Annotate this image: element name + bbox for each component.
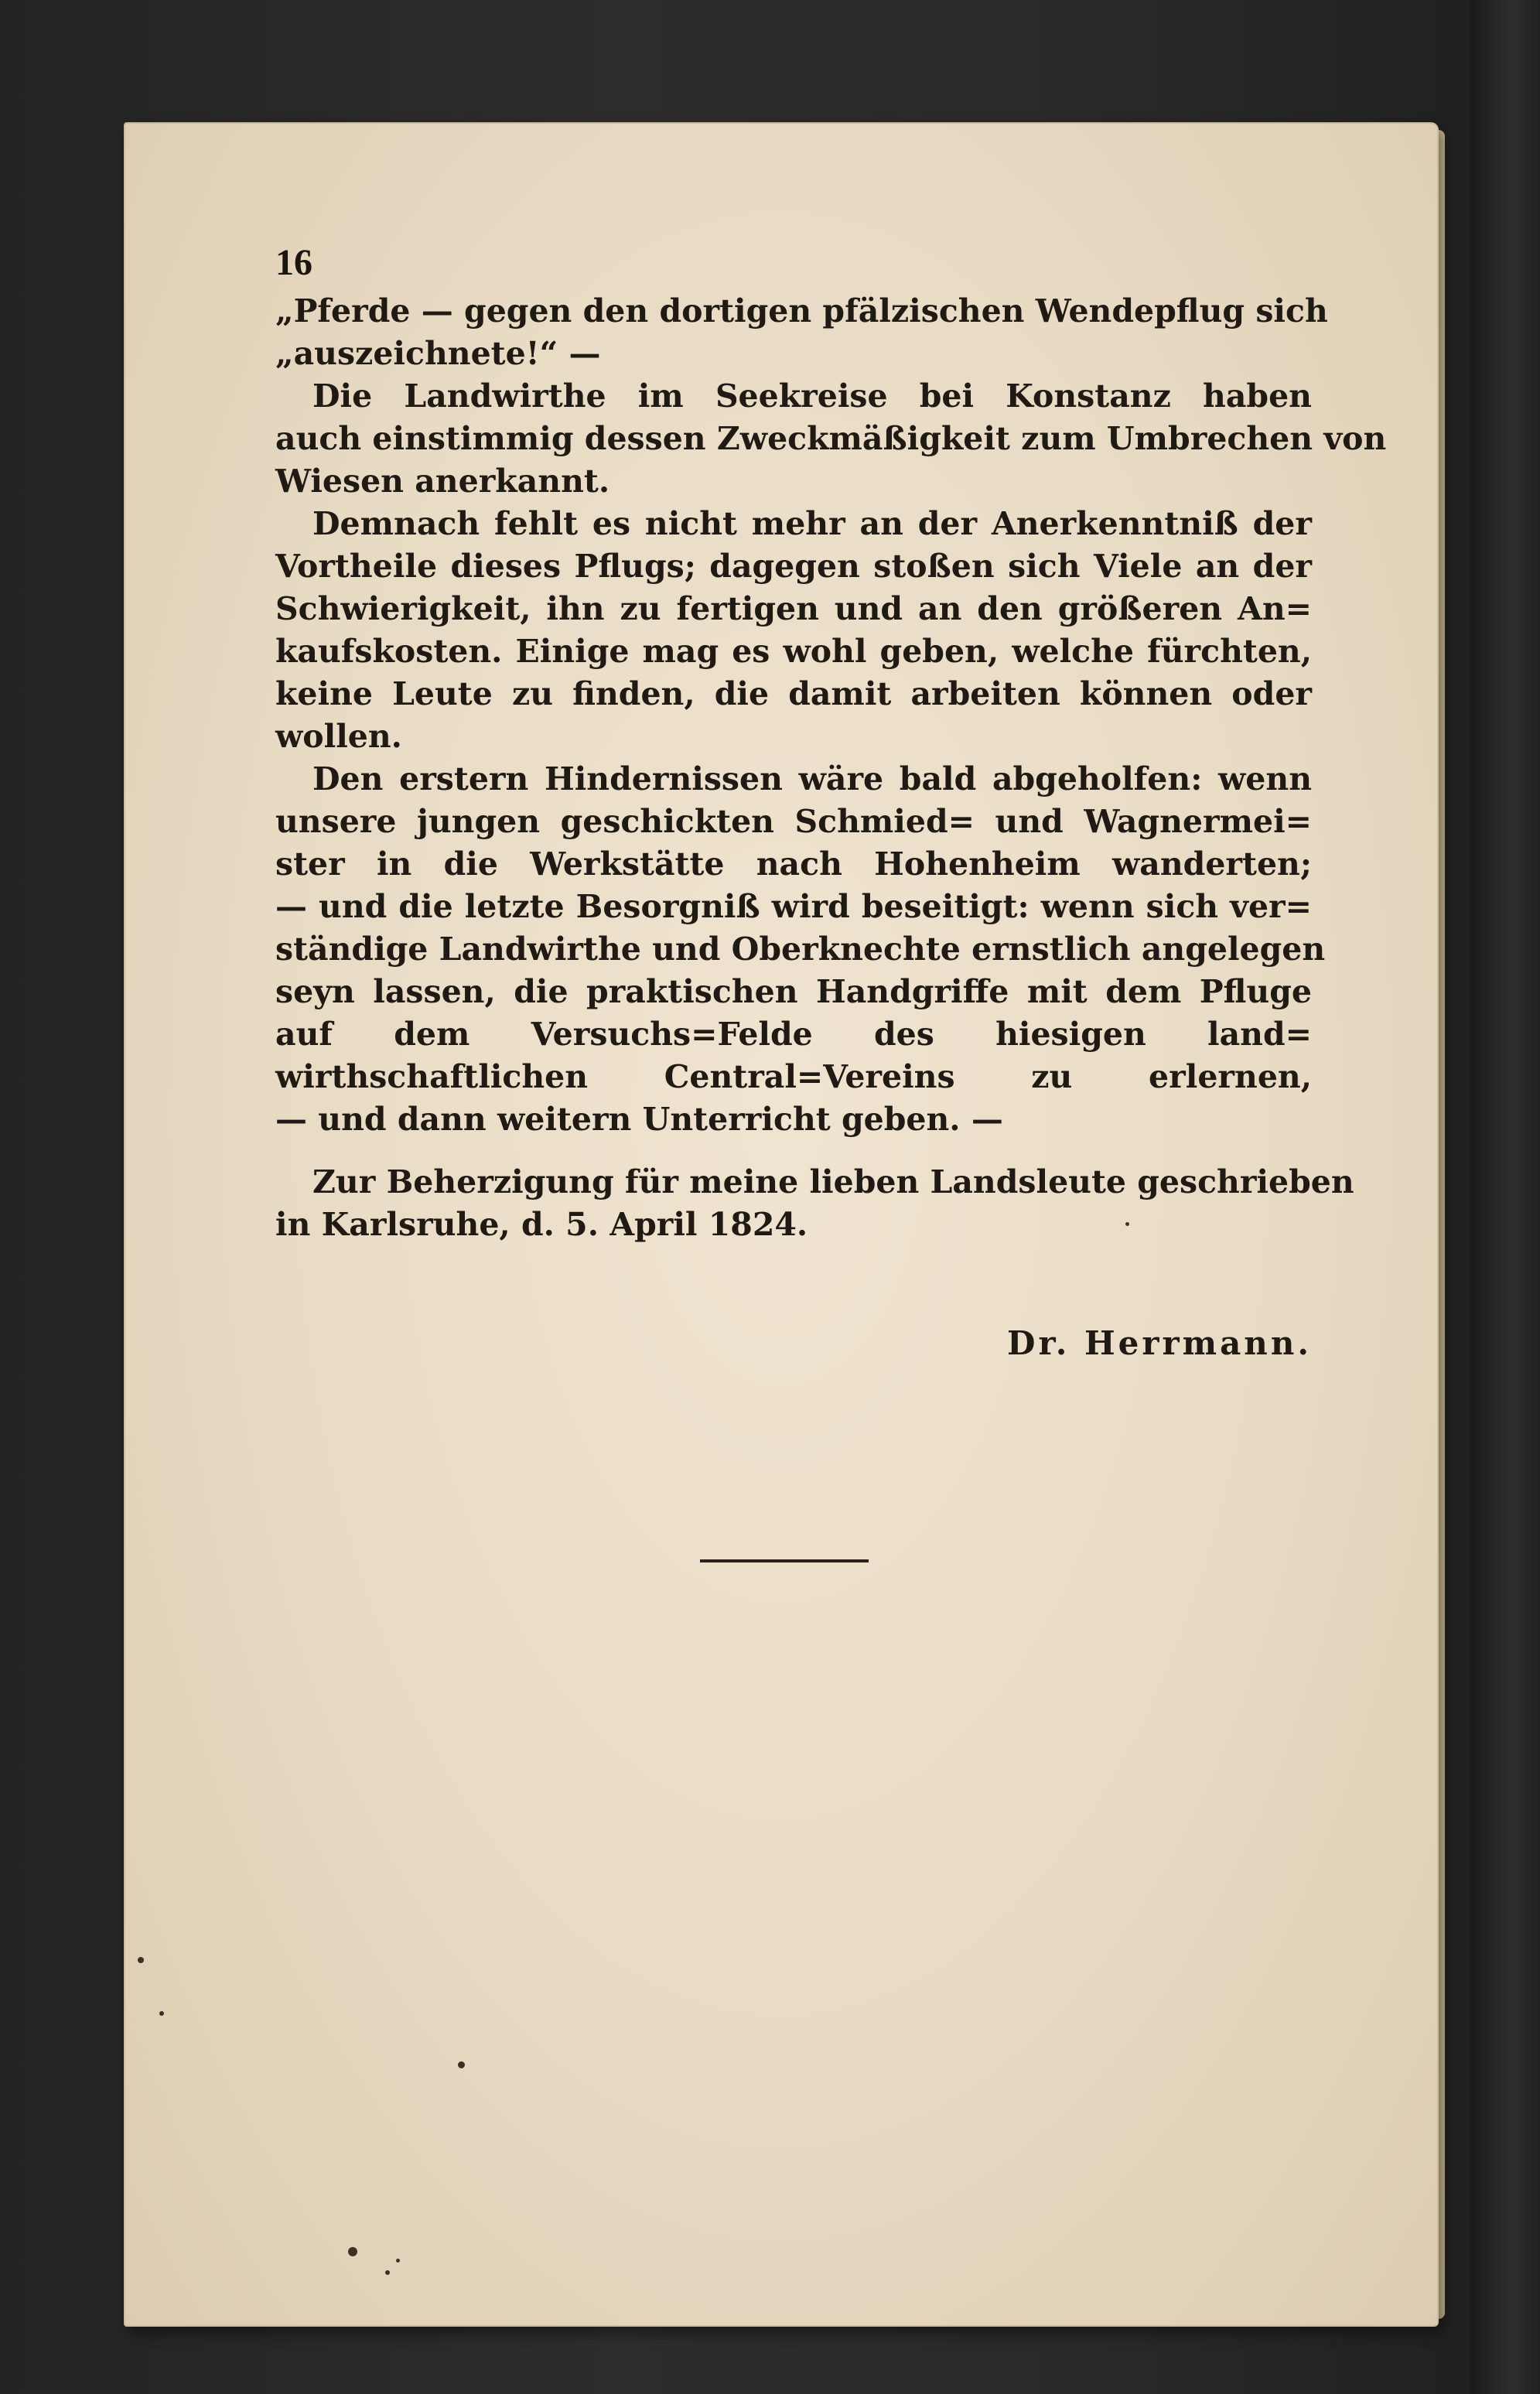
text-line: Wiesen anerkannt. <box>275 463 610 500</box>
text-line: seyn lassen, die praktischen Handgriffe mit dem Pfluge <box>275 973 1312 1010</box>
text-line: keine Leute zu finden, die damit arbeiten können oder <box>275 675 1312 712</box>
book-binding-edge <box>1470 0 1540 2394</box>
text-line: Die Landwirthe im Seekreise bei Konstanz haben <box>312 377 1312 415</box>
text-line: Vortheile dieses Pflugs; dagegen stoßen sich Viele an der <box>275 548 1312 585</box>
text-line: — und dann weitern Unterricht geben. — <box>275 1101 1003 1138</box>
text-line: wollen. <box>275 718 402 755</box>
text-line: Den erstern Hindernissen wäre bald abgeholfen: wenn <box>312 760 1312 797</box>
text-line: „auszeichnete!“ — <box>275 335 601 372</box>
text-line: wirthschaftlichen Central=Vereins zu erlernen, <box>275 1058 1312 1095</box>
text-line: ster in die Werkstätte nach Hohenheim wanderten; <box>275 845 1312 883</box>
closing-note <box>275 1160 1354 1245</box>
body-text <box>275 290 1387 1141</box>
paper-speck <box>348 2247 357 2256</box>
paper-speck <box>138 1957 144 1963</box>
text-line: „Pferde — gegen den dortigen pfälzischen Wendepflug sich <box>275 292 1328 330</box>
divider-rule <box>700 1559 869 1562</box>
text-line: Schwierigkeit, ihn zu fertigen und an den größeren An= <box>275 590 1312 627</box>
page-number: 16 <box>275 242 312 283</box>
paper-speck <box>385 2270 390 2275</box>
text-line: auch einstimmig dessen Zweckmäßigkeit zum Umbrechen von <box>275 420 1387 457</box>
closing-line: in Karlsruhe, d. 5. April 1824. <box>275 1206 808 1243</box>
paper-speck <box>1125 1222 1129 1226</box>
author-signature: Dr. Herrmann. <box>1007 1324 1312 1362</box>
closing-line: Zur Beherzigung für meine lieben Landsleute geschrieben <box>312 1163 1354 1200</box>
paper-speck <box>159 2011 164 2016</box>
text-line: Demnach fehlt es nicht mehr an der Anerkenntniß der <box>312 505 1312 542</box>
text-line: — und die letzte Besorgniß wird beseitigt: wenn sich ver= <box>275 888 1312 925</box>
paper-speck <box>396 2259 400 2263</box>
text-line: kaufskosten. Einige mag es wohl geben, welche fürchten, <box>275 633 1312 670</box>
text-line: auf dem Versuchs=Felde des hiesigen land= <box>275 1016 1312 1053</box>
text-line: ständige Landwirthe und Oberknechte ernstlich angelegen <box>275 931 1326 968</box>
paper-speck <box>458 2061 465 2068</box>
text-line: unsere jungen geschickten Schmied= und Wagnermei= <box>275 803 1312 840</box>
